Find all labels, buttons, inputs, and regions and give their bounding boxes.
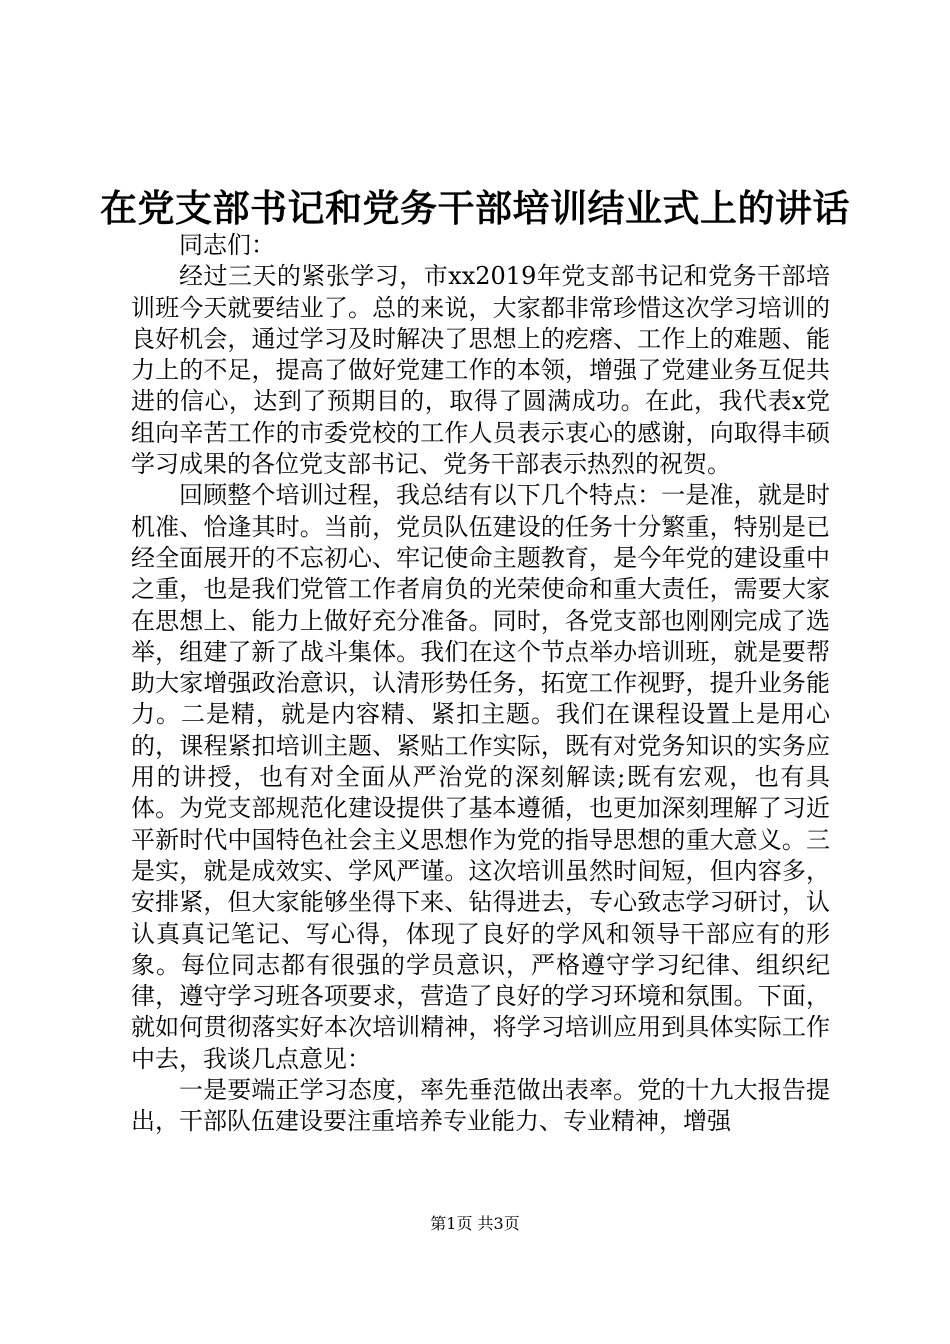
document-body xyxy=(131,230,830,1138)
page-footer: 第1页 共3页 xyxy=(430,1214,520,1233)
body-paragraph: 一是要端正学习态度，率先垂范做出表率。党的十九大报告提出，干部队伍建设要注重培养专业能力、专业精神，增强 xyxy=(131,1076,830,1136)
body-paragraph: 经过三天的紧张学习，市xx2019年党支部书记和党务干部培训班今天就要结业了。总的来说，大家都非常珍惜这次学习培训的良好机会，通过学习及时解决了思想上的疙瘩、工作上的难题、能力上的不足，提高了做好党建工作的本领，增强了党建业务互促共进的信心，达到了预期目的，取得了圆满成功。在此，我代表x党组向辛苦工作的市委党校的工作人员表示衷心的感谢，向取得丰硕学习成果的各位党支部书记、党务干部表示热烈的祝贺。 xyxy=(131,262,830,479)
body-paragraph: 回顾整个培训过程，我总结有以下几个特点：一是准，就是时机准、恰逢其时。当前，党员队伍建设的任务十分繁重，特别是已经全面展开的不忘初心、牢记使命主题教育，是今年党的建设重中之重，也是我们党管工作者肩负的光荣使命和重大责任，需要大家在思想上、能力上做好充分准备。同时，各党支部也刚刚完成了选举，组建了新了战斗集体。我们在这个节点举办培训班，就是要帮助大家增强政治意识，认清形势任务，拓宽工作视野，提升业务能力。二是精，就是内容精、紧扣主题。我们在课程设置上是用心的，课程紧扣培训主题、紧贴工作实际，既有对党务知识的实务应用的讲授，也有对全面从严治党的深刻解读;既有宏观，也有具体。为党支部规范化建设提供了基本遵循，也更加深刻理解了习近平新时代中国特色社会主义思想作为党的指导思想的重大意义。三是实，就是成效实、学风严谨。这次培训虽然时间短，但内容多，安排紧，但大家能够坐得下来、钻得进去，专心致志学习研讨，认认真真记笔记、写心得，体现了良好的学风和领导干部应有的形象。每位同志都有很强的学员意识，严格遵守学习纪律、组织纪律，遵守学习班各项要求，营造了良好的学习环境和氛围。下面，就如何贯彻落实好本次培训精神，将学习培训应用到具体实际工作中去，我谈几点意见： xyxy=(131,481,830,1073)
salutation-paragraph: 同志们： xyxy=(179,231,275,259)
document-title: 在党支部书记和党务干部培训结业式上的讲话 xyxy=(100,186,850,230)
